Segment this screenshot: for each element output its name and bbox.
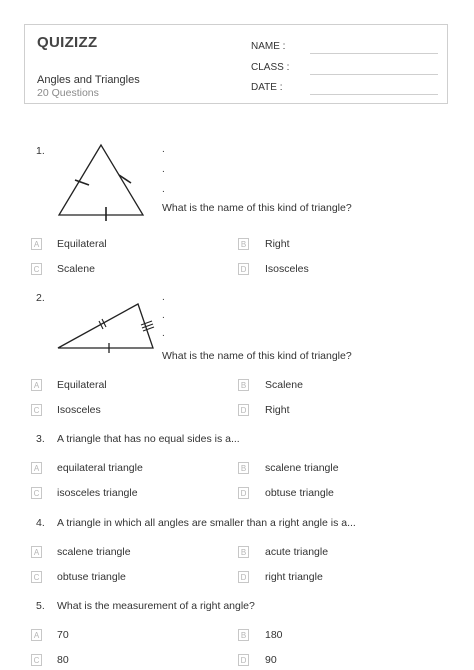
option-d-letter[interactable]: D <box>238 571 249 583</box>
option-d-text[interactable]: right triangle <box>265 571 323 583</box>
option-c-letter[interactable]: C <box>31 654 42 666</box>
option-a-letter[interactable]: A <box>31 546 42 558</box>
option-c-text[interactable]: 80 <box>57 654 69 666</box>
option-a-text[interactable]: Equilateral <box>57 379 107 391</box>
option-a-letter[interactable]: A <box>31 629 42 641</box>
equilateral-triangle-figure <box>56 142 146 220</box>
worksheet-title: Angles and Triangles <box>37 74 140 86</box>
option-c-text[interactable]: Isosceles <box>57 404 101 416</box>
option-d-text[interactable]: 90 <box>265 654 277 666</box>
option-d-letter[interactable]: D <box>238 654 249 666</box>
isosceles-triangle-figure <box>56 292 156 352</box>
option-a-text[interactable]: equilateral triangle <box>57 462 143 474</box>
question-number: 4. <box>36 517 45 529</box>
option-d-text[interactable]: obtuse triangle <box>265 487 334 499</box>
option-b-letter[interactable]: B <box>238 379 249 391</box>
option-b-letter[interactable]: B <box>238 238 249 250</box>
option-a-text[interactable]: scalene triangle <box>57 546 131 558</box>
option-c-text[interactable]: obtuse triangle <box>57 571 126 583</box>
option-a-letter[interactable]: A <box>31 238 42 250</box>
option-c-text[interactable]: isosceles triangle <box>57 487 138 499</box>
option-d-letter[interactable]: D <box>238 487 249 499</box>
dot: . <box>162 310 165 321</box>
option-d-letter[interactable]: D <box>238 404 249 416</box>
name-field[interactable] <box>310 53 438 54</box>
question-text: What is the name of this kind of triangle? <box>162 202 352 214</box>
question-number: 5. <box>36 600 45 612</box>
question-number: 2. <box>36 292 45 304</box>
question-text: What is the name of this kind of triangle? <box>162 350 352 362</box>
option-d-text[interactable]: Isosceles <box>265 263 309 275</box>
option-b-text[interactable]: acute triangle <box>265 546 329 558</box>
option-b-text[interactable]: scalene triangle <box>265 462 339 474</box>
option-b-letter[interactable]: B <box>238 546 249 558</box>
dot: . <box>162 328 165 339</box>
question-number: 3. <box>36 433 45 445</box>
option-b-text[interactable]: Right <box>265 238 290 250</box>
option-a-text[interactable]: Equilateral <box>57 238 107 250</box>
option-a-letter[interactable]: A <box>31 379 42 391</box>
dot: . <box>162 184 165 195</box>
question-text: A triangle in which all angles are smaller than a right angle is a... <box>57 517 356 529</box>
option-a-text[interactable]: 70 <box>57 629 69 641</box>
dot: . <box>162 164 165 175</box>
quizizz-logo: QUIZIZZ <box>37 34 98 51</box>
option-c-letter[interactable]: C <box>31 263 42 275</box>
question-text: A triangle that has no equal sides is a... <box>57 433 240 445</box>
option-b-letter[interactable]: B <box>238 629 249 641</box>
question-number: 1. <box>36 145 45 157</box>
dot: . <box>162 292 165 303</box>
worksheet-header <box>24 24 448 104</box>
option-d-text[interactable]: Right <box>265 404 290 416</box>
class-field[interactable] <box>310 74 438 75</box>
option-b-letter[interactable]: B <box>238 462 249 474</box>
question-text: What is the measurement of a right angle? <box>57 600 255 612</box>
option-c-text[interactable]: Scalene <box>57 263 95 275</box>
question-count: 20 Questions <box>37 87 99 99</box>
date-field[interactable] <box>310 94 438 95</box>
date-label: DATE : <box>251 82 283 93</box>
option-d-letter[interactable]: D <box>238 263 249 275</box>
dot: . <box>162 144 165 155</box>
class-label: CLASS : <box>251 62 290 73</box>
name-label: NAME : <box>251 41 286 52</box>
option-c-letter[interactable]: C <box>31 404 42 416</box>
option-c-letter[interactable]: C <box>31 487 42 499</box>
option-b-text[interactable]: Scalene <box>265 379 303 391</box>
option-a-letter[interactable]: A <box>31 462 42 474</box>
option-c-letter[interactable]: C <box>31 571 42 583</box>
option-b-text[interactable]: 180 <box>265 629 283 641</box>
